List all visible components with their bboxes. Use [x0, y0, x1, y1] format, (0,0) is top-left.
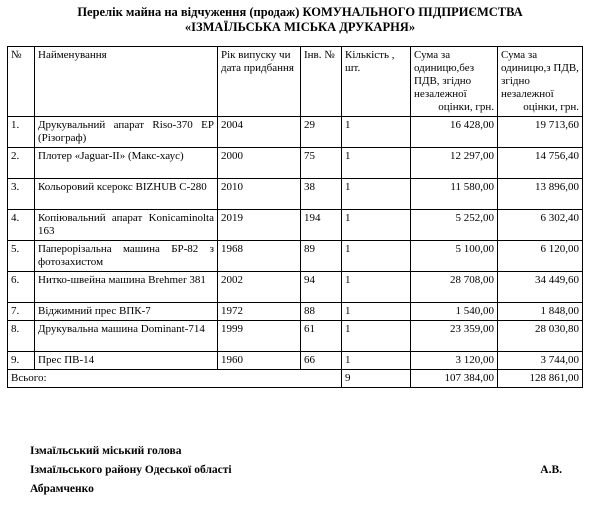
total-label: Всього:	[8, 370, 342, 388]
cell-inv: 61	[301, 321, 342, 352]
cell-name: Друкувальний апарат Riso-370 EP (Різограф)	[35, 117, 218, 148]
table-row	[8, 303, 583, 321]
cell-year: 2004	[218, 117, 301, 148]
cell-num: 3.	[8, 179, 35, 210]
cell-name: Копіювальний апарат Konicaminolta 163	[35, 210, 218, 241]
cell-num: 7.	[8, 303, 35, 321]
table-header-row	[8, 47, 583, 117]
cell-year: 1968	[218, 241, 301, 272]
cell-sum-no-vat: 1 540,00	[411, 303, 498, 321]
cell-qty: 1	[342, 321, 411, 352]
cell-name: Кольоровий ксерокс BIZHUB C-280	[35, 179, 218, 210]
cell-inv: 75	[301, 148, 342, 179]
table-row	[8, 321, 583, 352]
cell-sum-no-vat: 3 120,00	[411, 352, 498, 370]
cell-sum-vat: 1 848,00	[498, 303, 583, 321]
header-sum-vat: Сума за одиницю,з ПДВ, згідно незалежної оцінки, грн.	[498, 47, 583, 117]
table-row	[8, 210, 583, 241]
cell-sum-no-vat: 23 359,00	[411, 321, 498, 352]
cell-sum-no-vat: 5 100,00	[411, 241, 498, 272]
cell-name: Паперорізальна машина БР-82 з фотозахистом	[35, 241, 218, 272]
cell-sum-no-vat: 16 428,00	[411, 117, 498, 148]
cell-name: Плотер «Jaguar-II» (Макс-хаус)	[35, 148, 218, 179]
cell-name: Нитко-швейна машина Brehmer 381	[35, 272, 218, 303]
signature-line-3: Абрамченко	[30, 483, 94, 495]
cell-year: 1960	[218, 352, 301, 370]
header-name: Найменування	[35, 47, 218, 117]
cell-year: 1972	[218, 303, 301, 321]
cell-sum-no-vat: 11 580,00	[411, 179, 498, 210]
header-qty: Кількість , шт.	[342, 47, 411, 117]
cell-year: 2002	[218, 272, 301, 303]
cell-sum-vat: 6 120,00	[498, 241, 583, 272]
title-line-1: Перелік майна на відчуження (продаж) КОМУНАЛЬНОГО ПІДПРИЄМСТВА	[77, 5, 523, 19]
cell-year: 2010	[218, 179, 301, 210]
cell-sum-vat: 13 896,00	[498, 179, 583, 210]
cell-year: 1999	[218, 321, 301, 352]
cell-name: Друкувальна машина Dominant-714	[35, 321, 218, 352]
table-total-row	[8, 370, 583, 388]
cell-num: 8.	[8, 321, 35, 352]
cell-num: 1.	[8, 117, 35, 148]
table-row	[8, 148, 583, 179]
total-qty: 9	[342, 370, 411, 388]
header-inv: Інв. №	[301, 47, 342, 117]
cell-inv: 29	[301, 117, 342, 148]
total-sum-vat: 128 861,00	[498, 370, 583, 388]
cell-qty: 1	[342, 352, 411, 370]
cell-name: Прес ПВ-14	[35, 352, 218, 370]
table-row	[8, 352, 583, 370]
cell-qty: 1	[342, 210, 411, 241]
cell-sum-vat: 6 302,40	[498, 210, 583, 241]
cell-sum-vat: 14 756,40	[498, 148, 583, 179]
total-sum-no-vat: 107 384,00	[411, 370, 498, 388]
document-title	[0, 5, 600, 35]
cell-year: 2019	[218, 210, 301, 241]
cell-year: 2000	[218, 148, 301, 179]
cell-qty: 1	[342, 117, 411, 148]
cell-num: 2.	[8, 148, 35, 179]
cell-sum-no-vat: 28 708,00	[411, 272, 498, 303]
header-year: Рік випуску чи дата придбання	[218, 47, 301, 117]
cell-qty: 1	[342, 179, 411, 210]
header-num: №	[8, 47, 35, 117]
signature-block	[30, 442, 570, 499]
cell-num: 6.	[8, 272, 35, 303]
signature-initials: А.В.	[540, 464, 562, 476]
cell-sum-vat: 28 030,80	[498, 321, 583, 352]
cell-sum-vat: 34 449,60	[498, 272, 583, 303]
cell-num: 5.	[8, 241, 35, 272]
cell-inv: 88	[301, 303, 342, 321]
cell-inv: 194	[301, 210, 342, 241]
signature-line-1: Ізмаїльський міський голова	[30, 445, 182, 457]
cell-name: Віджимний прес ВПК-7	[35, 303, 218, 321]
header-sum-no-vat: Сума за одиницю,без ПДВ, згідно незалежної оцінки, грн.	[411, 47, 498, 117]
table-row	[8, 272, 583, 303]
table-row	[8, 117, 583, 148]
title-line-2: «ІЗМАЇЛЬСЬКА МІСЬКА ДРУКАРНЯ»	[184, 20, 416, 34]
cell-sum-no-vat: 5 252,00	[411, 210, 498, 241]
cell-qty: 1	[342, 272, 411, 303]
cell-qty: 1	[342, 241, 411, 272]
table-row	[8, 179, 583, 210]
cell-qty: 1	[342, 148, 411, 179]
signature-line-2: Ізмаїльського району Одеської області	[30, 464, 232, 476]
cell-inv: 66	[301, 352, 342, 370]
cell-sum-vat: 19 713,60	[498, 117, 583, 148]
table-row	[8, 241, 583, 272]
cell-inv: 94	[301, 272, 342, 303]
cell-sum-vat: 3 744,00	[498, 352, 583, 370]
cell-inv: 89	[301, 241, 342, 272]
property-table	[7, 46, 583, 388]
cell-qty: 1	[342, 303, 411, 321]
cell-num: 9.	[8, 352, 35, 370]
cell-sum-no-vat: 12 297,00	[411, 148, 498, 179]
cell-num: 4.	[8, 210, 35, 241]
cell-inv: 38	[301, 179, 342, 210]
